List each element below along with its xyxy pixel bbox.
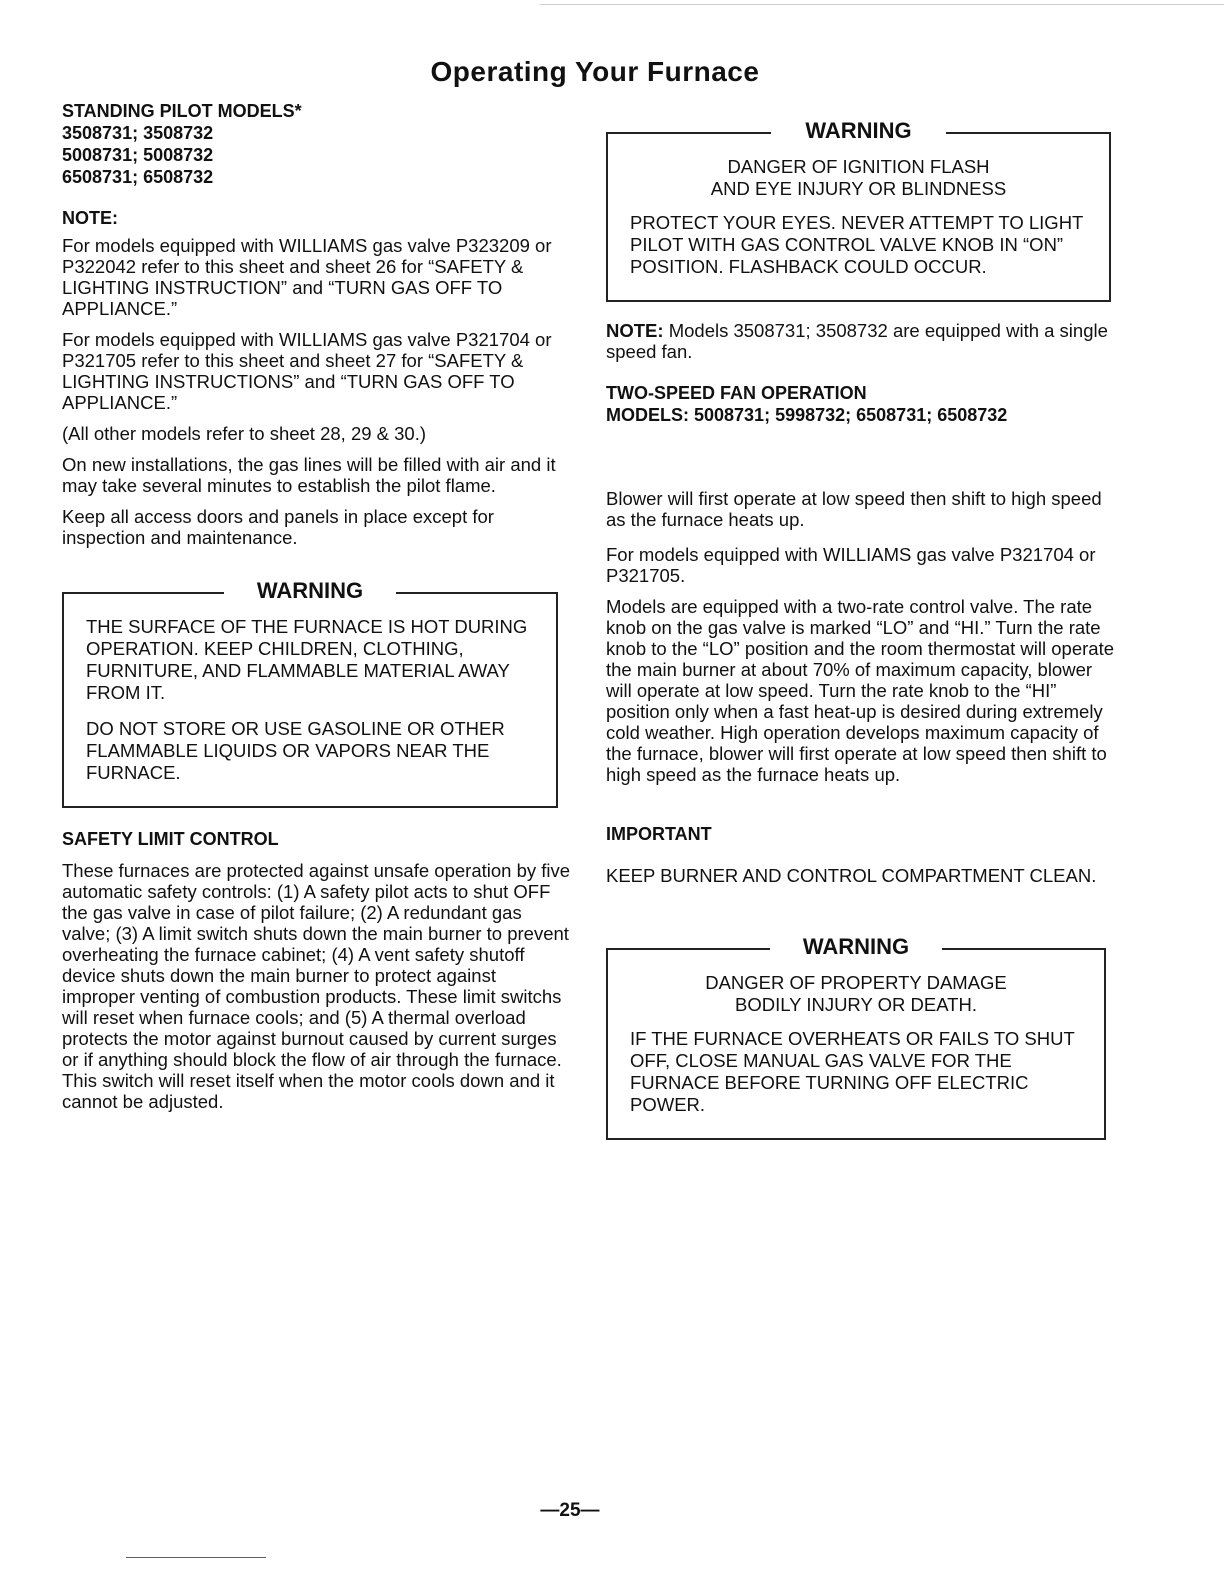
- two-speed-fan-models: MODELS: 5008731; 5998732; 6508731; 6508732: [606, 405, 1008, 425]
- models-list: [62, 100, 572, 188]
- note-label: NOTE:: [606, 320, 664, 341]
- note-text: Models 3508731; 3508732 are equipped with a single speed fan.: [606, 320, 1108, 362]
- model-line: 5008731; 5008732: [62, 145, 214, 165]
- property-damage-warning-box: [606, 934, 1106, 1140]
- right-column: [606, 118, 1121, 1140]
- model-line: 6508731; 6508732: [62, 167, 214, 187]
- access-doors-paragraph: Keep all access doors and panels in place except for inspection and maintenance.: [62, 506, 494, 548]
- warning-subtitle: [630, 972, 1082, 1016]
- two-speed-fan-heading: TWO-SPEED FAN OPERATION: [606, 383, 867, 403]
- warning-subtitle-line: BODILY INJURY OR DEATH.: [735, 994, 977, 1015]
- safety-limit-text: These furnaces are protected against unsafe operation by five automatic safety controls: (1) A safety pilot acts to shut OFF the gas valve in case of pilot failure; (2) A redundant gas valve; (3) A limit switch shuts down the main burner to prevent overheating the furnace cabinet; (4) A vent safety shutoff device shuts down the main burner to protect against improper venting of combustion products. These limit switchs will reset when furnace cools; and (5) A thermal overload protects the motor against burnout caused by current surges or if anything should block the flow of air through the furnace. This switch will reset itself when the motor cools down and it cannot be adjusted.: [62, 860, 571, 1112]
- blower-paragraph: Blower will first operate at low speed then shift to high speed as the furnace heats up.: [606, 488, 1102, 530]
- two-rate-valve-paragraph: Models are equipped with a two-rate control valve. The rate knob on the gas valve is marked “LO” and “HI.” Turn the rate knob to the “LO” position and the room thermostat will operate the main burner at about 70% of maximum capacity, blower will operate at low speed. Turn the rate knob to the “HI” position only when a fast heat-up is desired during extremely cold weather. High operation develops maximum capacity of the furnace, blower will first operate at low speed then shift to high speed as the furnace heats up.: [606, 596, 1114, 785]
- warning-title: WARNING: [802, 934, 910, 959]
- williams-p323209-paragraph: For models equipped with WILLIAMS gas valve P323209 or P322042 refer to this sheet and sheet 26 for “SAFETY & LIGHTING INSTRUCTION” and “TURN GAS OFF TO APPLIANCE.”: [62, 235, 552, 319]
- warning-subtitle: [630, 156, 1087, 200]
- important-heading: IMPORTANT: [606, 824, 712, 844]
- williams-p321704-paragraph: For models equipped with WILLIAMS gas valve P321704 or P321705 refer to this sheet and sheet 27 for “SAFETY & LIGHTING INSTRUCTIONS” and “TURN GAS OFF TO APPLIANCE.”: [62, 329, 552, 413]
- new-installations-paragraph: On new installations, the gas lines will be filled with air and it may take several minutes to establish the pilot flame.: [62, 454, 556, 496]
- important-text: KEEP BURNER AND CONTROL COMPARTMENT CLEAN.: [606, 865, 1097, 886]
- warning-gasoline-text: DO NOT STORE OR USE GASOLINE OR OTHER FLAMMABLE LIQUIDS OR VAPORS NEAR THE FURNACE.: [86, 718, 505, 783]
- warning-overheat-text: IF THE FURNACE OVERHEATS OR FAILS TO SHUT OFF, CLOSE MANUAL GAS VALVE FOR THE FURNACE BEFORE TURNING OFF ELECTRIC POWER.: [630, 1028, 1075, 1115]
- models-heading: STANDING PILOT MODELS*: [62, 101, 302, 121]
- scan-artifact-line: [540, 4, 1224, 5]
- warning-subtitle-line: DANGER OF PROPERTY DAMAGE: [705, 972, 1007, 993]
- scan-artifact-blue-line: [126, 1557, 266, 1558]
- note-label: NOTE:: [62, 208, 118, 228]
- left-column: [62, 100, 572, 1122]
- warning-subtitle-line: AND EYE INJURY OR BLINDNESS: [710, 178, 1007, 199]
- safety-limit-heading: SAFETY LIMIT CONTROL: [62, 829, 279, 849]
- page-number: —25—: [540, 1500, 600, 1521]
- warning-subtitle-line: DANGER OF IGNITION FLASH: [727, 156, 990, 177]
- single-speed-note: [606, 320, 1121, 362]
- hot-surface-warning-box: [62, 578, 558, 808]
- warning-protect-eyes-text: PROTECT YOUR EYES. NEVER ATTEMPT TO LIGHT PILOT WITH GAS CONTROL VALVE KNOB IN “ON” POSITION. FLASHBACK COULD OCCUR.: [630, 212, 1084, 277]
- williams-models-paragraph: For models equipped with WILLIAMS gas valve P321704 or P321705.: [606, 544, 1096, 586]
- warning-hot-surface-text: THE SURFACE OF THE FURNACE IS HOT DURING OPERATION. KEEP CHILDREN, CLOTHING, FURNITURE, AND FLAMMABLE MATERIAL AWAY FROM IT.: [86, 616, 528, 703]
- other-models-paragraph: (All other models refer to sheet 28, 29 & 30.): [62, 423, 427, 444]
- page-title: Operating Your Furnace: [430, 56, 760, 87]
- model-line: 3508731; 3508732: [62, 123, 214, 143]
- warning-title: WARNING: [256, 578, 364, 603]
- warning-title: WARNING: [805, 118, 912, 143]
- ignition-flash-warning-box: [606, 118, 1111, 302]
